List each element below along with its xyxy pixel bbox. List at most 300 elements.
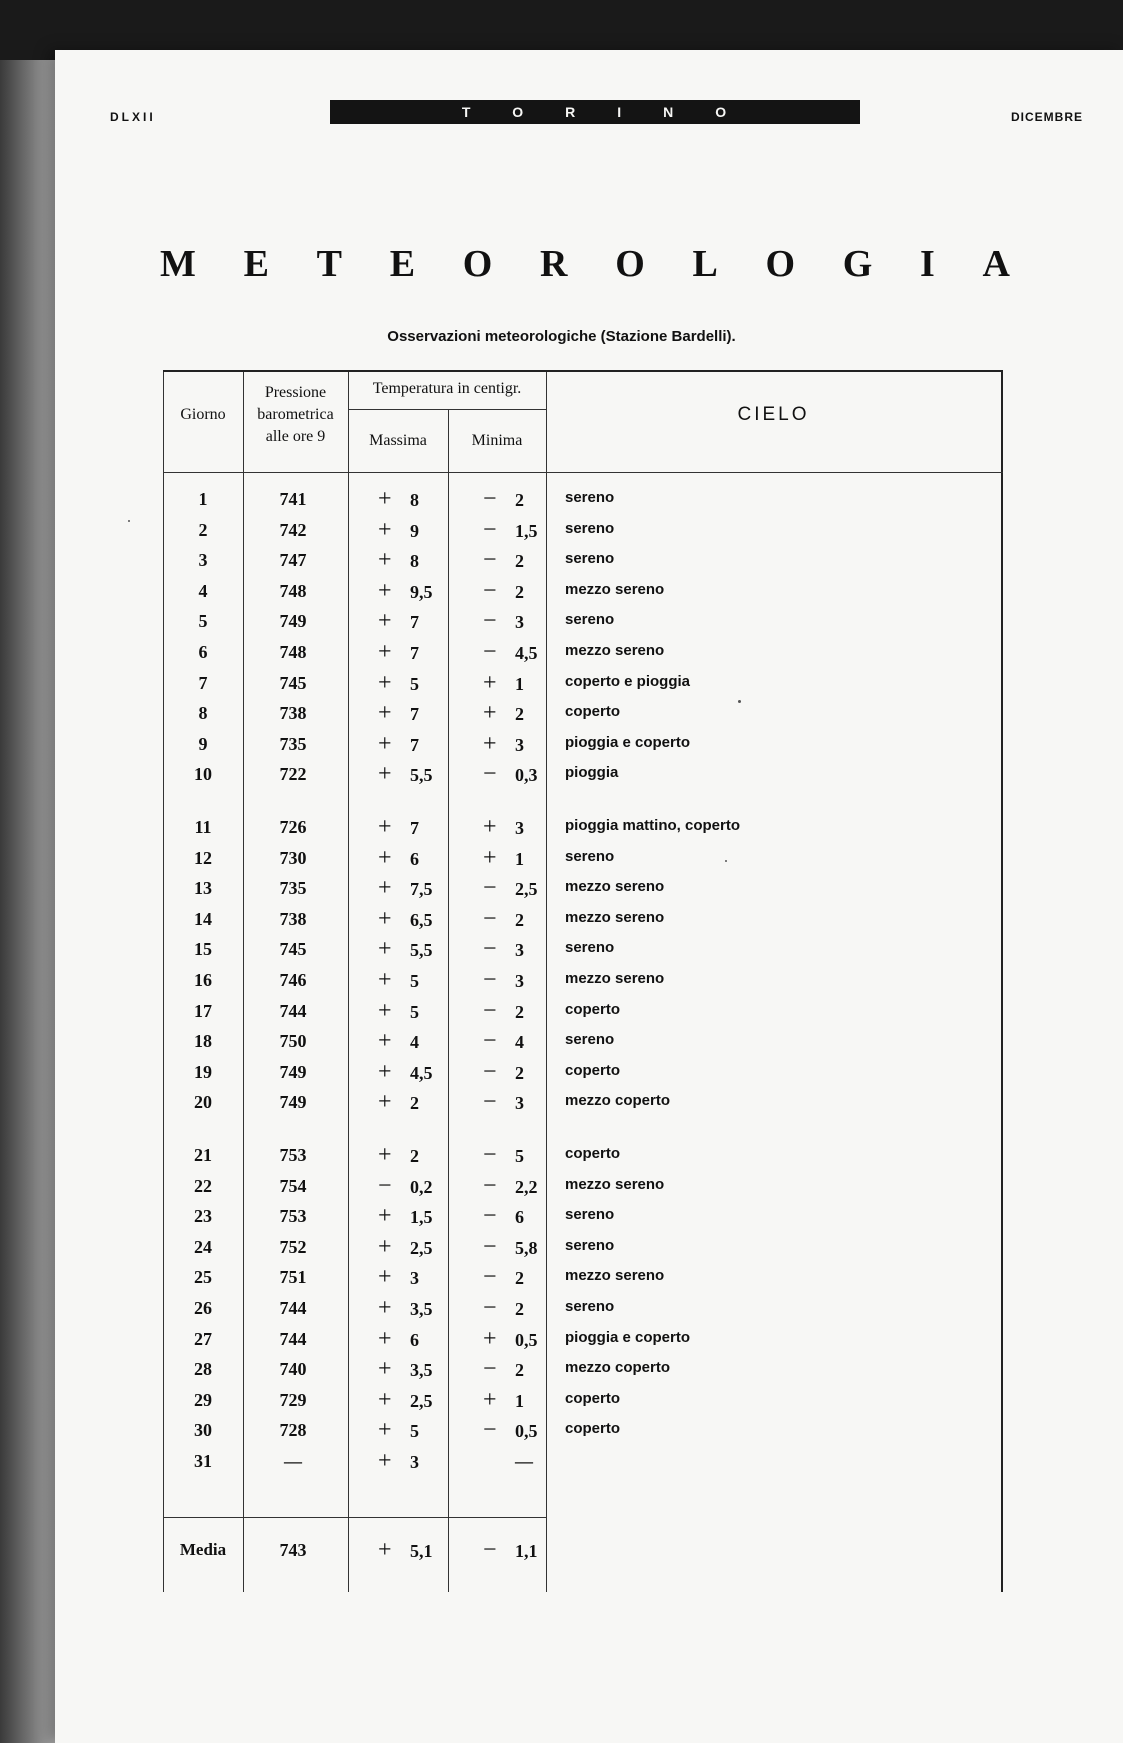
pressure-cell: 748 [279,580,307,601]
pressure-cell: 735 [279,733,307,754]
max-temp-cell [348,1172,444,1199]
max-temp-cell [348,1325,444,1352]
max-temp-cell [348,1295,444,1321]
max-sign: + [378,936,392,963]
sky-cell: pioggia e coperto [565,1328,691,1346]
max-temp-cell [348,486,444,512]
title-letter: M [160,243,196,285]
min-temp-cell [453,1172,553,1199]
sky-cell: sereno [565,550,615,568]
table-row [163,1417,1003,1447]
min-value: 2 [515,704,524,725]
max-sign: + [378,967,392,993]
day-cell: 3 [198,550,208,571]
min-sign: − [483,1089,497,1116]
scan-speck [128,520,130,522]
max-temp-cell [348,1203,444,1230]
min-value: 0,3 [515,765,538,786]
max-sign: + [378,1142,392,1168]
max-sign: + [378,730,392,757]
min-value: 3 [515,1093,524,1114]
sky-cell: sereno [565,939,615,957]
min-sign: + [483,1386,497,1413]
sky-cell: sereno [565,1031,615,1049]
min-value: 1 [515,673,524,694]
pressure-cell: 745 [279,939,307,960]
min-value: 0,5 [515,1421,538,1442]
day-cell: 28 [194,1359,212,1380]
min-sign: − [483,1356,497,1383]
pressure-cell: 741 [279,489,307,509]
page-header [70,100,1083,140]
day-cell: 31 [194,1451,212,1471]
min-temp-cell [453,1386,553,1413]
min-temp-cell [453,967,553,993]
pressure-cell: 738 [279,908,307,929]
max-temp-cell [348,761,444,788]
max-value: 4,5 [410,1062,433,1083]
pressure-cell: 740 [279,1359,307,1380]
day-cell: 2 [198,519,208,540]
pressure-cell: 747 [279,550,307,571]
sky-cell: sereno [565,1236,615,1254]
max-value: 3 [410,1268,419,1289]
table-row [163,731,1003,761]
min-value: 1 [515,1390,524,1411]
max-temp-cell [348,577,444,604]
header-pressione [243,382,348,448]
max-temp-cell [348,875,444,902]
min-value: 3 [515,612,524,633]
table-row [163,1264,1003,1294]
max-temp-cell [348,905,444,932]
header-pressione-line: Pressione [264,384,327,401]
max-sign: + [378,516,392,543]
min-sign: − [483,1142,497,1168]
min-sign: + [483,1325,497,1352]
max-value: 5 [410,971,419,991]
max-temp-cell [348,516,444,543]
min-sign: − [483,761,497,788]
max-temp-cell [348,1537,444,1563]
min-sign: − [483,1233,497,1260]
max-temp-cell [348,1142,444,1168]
max-temp-cell [348,608,444,635]
max-sign: + [378,639,392,665]
header-pressione-line: barometrica [257,406,334,423]
max-sign: − [378,1172,392,1199]
max-sign: + [378,875,392,902]
day-cell: 13 [194,878,212,899]
day-cell: 16 [194,970,212,990]
pressure-cell: 748 [279,642,307,662]
max-value: 7 [410,734,419,755]
max-value: 7 [410,704,419,725]
min-temp-cell [453,844,553,871]
min-sign: − [483,608,497,635]
min-sign: − [483,967,497,993]
max-sign: + [378,1356,392,1383]
pressure-cell: 742 [279,519,307,540]
day-cell: 6 [198,642,208,662]
max-value: 7,5 [410,879,433,900]
table-row [163,1059,1003,1089]
max-temp-cell [348,1028,444,1055]
header-minima: Minima [471,432,523,449]
min-temp-cell [453,997,553,1024]
max-temp-cell [348,1233,444,1260]
min-temp-cell [453,1028,553,1055]
day-cell: 5 [198,611,208,632]
min-temp-cell [453,1089,553,1116]
max-value: 8 [410,551,419,572]
min-sign: + [483,844,497,871]
pressure-cell: 753 [279,1145,307,1165]
min-temp-cell [453,639,553,665]
table-row [163,1142,1003,1172]
sky-cell: mezzo sereno [565,970,665,987]
min-temp-cell [453,1537,553,1563]
max-temp-cell [348,936,444,963]
min-sign: + [483,700,497,727]
min-value: 1 [515,848,524,869]
day-cell: 11 [194,817,212,837]
table-row [163,845,1003,875]
sky-cell: coperto [565,1145,621,1162]
max-value: 2,5 [410,1390,433,1411]
max-sign: + [378,1264,392,1291]
max-value: 3,5 [410,1299,433,1319]
table-row [163,906,1003,936]
day-cell: 25 [194,1267,212,1288]
pressure-cell: 749 [279,1092,307,1113]
min-sign: − [483,1264,497,1291]
max-value: 0,2 [410,1176,433,1197]
pressure-cell: 728 [279,1420,307,1441]
max-temp-cell [348,669,444,696]
title-letter: I [920,243,935,285]
min-value: 1,1 [515,1541,538,1561]
pressure-cell: 750 [279,1031,307,1052]
max-sign: + [378,761,392,788]
max-value: 6,5 [410,909,433,930]
max-value: 2,5 [410,1237,433,1258]
max-sign: + [378,1448,392,1474]
max-sign: + [378,997,392,1024]
min-sign: + [483,814,497,840]
max-value: 7 [410,818,419,838]
min-temp-cell [453,1233,553,1260]
min-sign: − [483,577,497,604]
pressure-cell: 744 [279,1000,307,1021]
pressure-cell: 744 [279,1328,307,1349]
min-sign: − [483,1058,497,1085]
min-temp-cell [453,761,553,788]
sky-cell: mezzo sereno [565,878,665,896]
sky-cell: coperto [565,1000,621,1018]
table-row [163,1028,1003,1058]
table-row [163,1387,1003,1417]
pressure-cell: 749 [279,1061,307,1082]
table-row [163,700,1003,730]
weather-table [163,370,1003,1592]
sky-cell: sereno [565,519,615,537]
min-temp-cell [453,905,553,932]
title-letter: T [316,243,342,285]
day-cell: 29 [194,1389,212,1410]
min-sign: − [483,516,497,543]
temperature-header-rule [348,409,546,410]
min-temp-cell [453,700,553,727]
min-value: 2,2 [515,1176,538,1197]
max-temp-cell [348,1448,444,1474]
header-temperatura: Temperatura in centigr. [372,380,522,397]
max-value: 6 [410,1329,419,1350]
min-temp-cell [453,936,553,963]
table-row [163,486,1003,516]
min-value: 2 [515,1299,524,1319]
max-sign: + [378,669,392,696]
table-row [163,875,1003,905]
pressure-cell: 729 [279,1389,307,1410]
min-temp-cell [453,1451,553,1472]
month-label: DICEMBRE [1010,110,1083,124]
title-letter: E [389,243,416,285]
min-value: 3 [515,971,524,991]
max-value: 9,5 [410,581,433,602]
min-temp-cell [453,875,553,902]
min-temp-cell [453,669,553,696]
max-temp-cell [348,1089,444,1116]
max-sign: + [378,1028,392,1055]
max-value: 7 [410,612,419,633]
max-temp-cell [348,1058,444,1085]
sky-cell: pioggia e coperto [565,733,691,751]
table-row [163,1295,1003,1325]
min-value: 5,8 [515,1237,538,1258]
table-row [163,761,1003,791]
sky-cell: mezzo sereno [565,580,665,598]
table-row [163,547,1003,577]
min-temp-cell [453,1264,553,1291]
torino-logo-banner: TORINO [330,100,860,124]
day-cell: 15 [194,939,212,960]
max-value: 5,1 [410,1541,433,1561]
min-sign: − [483,1028,497,1055]
sky-cell: coperto e pioggia [565,672,691,690]
max-sign: + [378,486,392,512]
min-value: 4,5 [515,643,538,663]
table-row [163,578,1003,608]
pressure-cell: 735 [279,878,307,899]
min-temp-cell [453,547,553,574]
table-row [163,1326,1003,1356]
min-value: 2 [515,1001,524,1022]
min-temp-cell [453,486,553,512]
max-value: 4 [410,1032,419,1053]
min-sign: − [483,997,497,1024]
sky-cell: pioggia mattino, coperto [565,817,740,834]
sky-cell: coperto [565,703,621,721]
sky-cell: sereno [565,489,615,506]
min-temp-cell [453,730,553,757]
pressure-cell: 726 [279,817,307,837]
min-value: 2 [515,490,524,510]
min-value: 3 [515,734,524,755]
title-letter: A [982,243,1010,285]
min-sign: + [483,730,497,757]
max-sign: + [378,844,392,871]
max-sign: + [378,814,392,840]
table-row [163,517,1003,547]
sky-cell: pioggia [565,764,619,782]
title-letter: G [842,243,873,285]
sky-cell: mezzo sereno [565,1267,665,1285]
day-cell: 10 [194,764,212,785]
min-temp-cell [453,1356,553,1383]
day-cell: 22 [194,1175,212,1196]
sky-cell: sereno [565,1298,615,1315]
max-temp-cell [348,547,444,574]
max-value: 5,5 [410,765,433,786]
header-pressione-line: alle ore 9 [265,428,326,445]
min-temp-cell [453,1417,553,1444]
min-value: 2 [515,909,524,930]
header-massima: Massima [369,432,427,449]
min-sign: − [483,1537,497,1563]
pressure-cell: 752 [279,1236,307,1257]
max-sign: + [378,1386,392,1413]
min-temp-cell [453,608,553,635]
min-temp-cell [453,577,553,604]
min-value: 3 [515,818,524,838]
day-cell: 23 [194,1206,212,1227]
table-row [163,1234,1003,1264]
max-temp-cell [348,814,444,840]
min-temp-cell [453,814,553,840]
min-sign: − [483,1417,497,1444]
pressure-cell: — [284,1451,302,1471]
table-row [163,967,1003,997]
sky-cell: mezzo sereno [565,1175,665,1193]
day-cell: 18 [194,1031,212,1052]
title-letter: O [765,243,796,285]
pressure-cell: 746 [279,970,307,990]
max-value: 3 [410,1452,419,1472]
min-value: 2 [515,1268,524,1289]
min-value: 2 [515,1360,524,1381]
day-cell: 9 [198,733,208,754]
day-cell: 19 [194,1061,212,1082]
max-temp-cell [348,700,444,727]
min-sign: − [483,1203,497,1230]
min-value: — [515,1451,533,1471]
max-sign: + [378,905,392,932]
max-sign: + [378,1233,392,1260]
max-sign: + [378,577,392,604]
table-row [163,936,1003,966]
max-sign: + [378,1417,392,1444]
header-bottom-rule [163,472,1003,473]
table-row [163,1203,1003,1233]
max-sign: + [378,547,392,574]
max-temp-cell [348,1417,444,1444]
max-sign: + [378,1058,392,1085]
day-cell: 12 [194,847,212,868]
min-temp-cell [453,516,553,543]
max-value: 5 [410,1001,419,1022]
min-value: 2,5 [515,879,538,900]
min-sign: − [483,639,497,665]
pressure-cell: 753 [279,1206,307,1227]
sky-cell: sereno [565,1206,615,1224]
min-value: 6 [515,1207,524,1228]
sky-cell: mezzo sereno [565,642,665,659]
max-value: 2 [410,1093,419,1114]
min-sign: + [483,669,497,696]
max-value: 2 [410,1146,419,1166]
max-sign: + [378,700,392,727]
page-title [160,242,1010,286]
min-sign: − [483,905,497,932]
table-row [163,1089,1003,1119]
table-caption: Osservazioni meteorologiche (Stazione Bardelli). [387,328,736,345]
pressure-cell: 730 [279,847,307,868]
max-temp-cell [348,730,444,757]
table-row [163,608,1003,638]
pressure-cell: 754 [279,1175,307,1196]
scan-speck [738,700,741,703]
title-letter: O [462,243,493,285]
sky-cell: mezzo coperto [565,1359,671,1377]
title-letter: O [615,243,645,285]
min-sign: − [483,1295,497,1321]
pressure-cell: 738 [279,703,307,724]
min-value: 0,5 [515,1329,538,1350]
max-temp-cell [348,1264,444,1291]
min-value: 2 [515,551,524,572]
max-sign: + [378,1537,392,1563]
min-temp-cell [453,1203,553,1230]
day-cell: 21 [194,1145,212,1165]
max-value: 5 [410,673,419,694]
table-row [163,1173,1003,1203]
pressure-cell: 744 [279,1298,307,1318]
max-sign: + [378,1295,392,1321]
title-letter: R [540,243,568,285]
max-value: 3,5 [410,1360,433,1381]
day-cell: 14 [194,908,212,929]
min-temp-cell [453,1142,553,1168]
min-value: 2 [515,581,524,602]
max-temp-cell [348,1386,444,1413]
max-value: 5,5 [410,940,433,961]
table-row [163,998,1003,1028]
min-sign: − [483,875,497,902]
scan-speck [725,860,727,862]
min-sign: − [483,936,497,963]
table-row [163,670,1003,700]
sky-cell: coperto [565,1389,621,1407]
max-value: 5 [410,1421,419,1442]
sky-cell: coperto [565,1061,621,1079]
min-value: 2 [515,1062,524,1083]
min-temp-cell [453,1058,553,1085]
sky-cell: sereno [565,611,615,629]
max-temp-cell [348,997,444,1024]
max-value: 8 [410,490,419,510]
pressure-cell: 745 [279,672,307,693]
